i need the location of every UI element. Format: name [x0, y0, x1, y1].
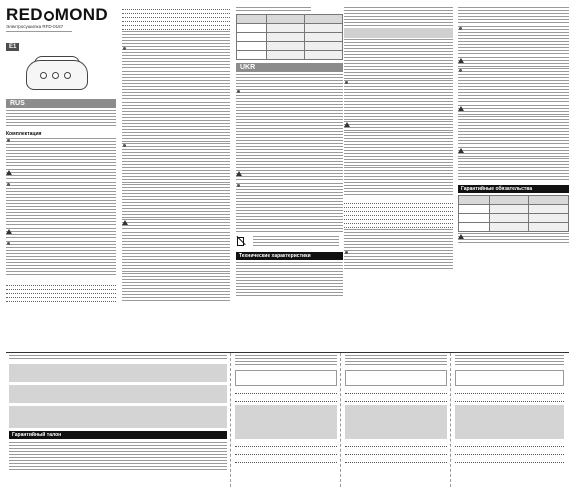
- ukr-text-4: [344, 167, 453, 195]
- ukr-text-1: [344, 7, 453, 27]
- ukr-warning-1: [236, 170, 343, 182]
- coupon-1-stamp-area: [235, 405, 337, 439]
- column-3: [236, 6, 343, 347]
- ukr-list-3: [344, 80, 453, 120]
- column-2: [122, 6, 230, 347]
- ukr-text-2: [344, 39, 453, 79]
- language-bar-ru: RUS: [6, 99, 116, 108]
- warranty-coupon-1: [232, 353, 341, 487]
- column-5: [458, 6, 569, 347]
- brand-logo: RED MOND: [6, 6, 108, 24]
- ru-bullets-1: [6, 138, 116, 168]
- ru-operation-steps: [122, 143, 230, 183]
- product-title: Электросушилка RFD-0157: [6, 24, 64, 29]
- ukr-text-8: [458, 158, 569, 182]
- ru-package-text: [122, 31, 230, 45]
- ru-section-heading: Комплектация: [6, 131, 42, 137]
- ru-operation: [122, 102, 230, 142]
- ukr-text-6: [458, 7, 569, 25]
- ukr-troubleshooting-table: [458, 195, 569, 232]
- ukr-safety-list: [236, 89, 343, 169]
- ukr-specs-text: [236, 262, 343, 298]
- ukr-warning-4: [458, 105, 569, 115]
- ukr-gray-band: [344, 28, 453, 38]
- column-1: [6, 6, 116, 347]
- ukr-warning-3: [458, 57, 569, 67]
- crossed-bin-icon: [236, 235, 246, 247]
- warranty-heading: Гарантийные обязательства: [458, 185, 569, 193]
- troubleshooting-table: [236, 14, 343, 60]
- ukr-list-2: [236, 183, 343, 233]
- coupon-2-stamp-area: [345, 405, 447, 439]
- ru-warning-3: [122, 219, 230, 231]
- ukr-text-5: [344, 229, 453, 249]
- warranty-main-field-3: [9, 406, 227, 428]
- warranty-main-field-2: [9, 385, 227, 403]
- warranty-coupon-3: [452, 353, 567, 487]
- troubleshoot-title: [236, 7, 311, 13]
- ru-bullets-2: [6, 182, 116, 227]
- ru-bullets-3: [6, 241, 116, 277]
- warranty-coupon-2: [342, 353, 451, 487]
- ru-care: [122, 184, 230, 218]
- ukr-warning-2: [344, 121, 453, 131]
- ru-extra: [122, 273, 230, 303]
- recycling-notice: [236, 235, 343, 249]
- warranty-card-main: [6, 353, 231, 487]
- warranty-strip: [6, 352, 569, 487]
- ukr-package-list: [344, 250, 453, 270]
- ukr-text-7: [458, 116, 569, 146]
- ukr-specs-bar: Технические характеристики: [236, 252, 343, 260]
- language-bar-ukr: UKR: [236, 63, 343, 72]
- ru-intro-text: [6, 110, 116, 128]
- ru-package-list: [122, 46, 230, 70]
- ukr-warning-6: [458, 233, 569, 243]
- guarantee-heading: Гарантийный талон: [9, 431, 227, 439]
- appliance-illustration: [6, 56, 110, 96]
- ukr-text-3: [344, 132, 453, 166]
- ru-before-use: [122, 71, 230, 101]
- coupon-3-stamp-area: [455, 405, 564, 439]
- ukr-warning-5: [458, 147, 569, 157]
- warranty-main-field-1: [9, 364, 227, 382]
- variant-badge: Е1: [6, 43, 19, 51]
- ukr-list-5: [458, 68, 569, 104]
- ru-warning-2: [6, 228, 116, 240]
- ukr-list-4: [458, 26, 569, 56]
- column-4: [344, 6, 453, 347]
- ru-storage: [122, 232, 230, 272]
- warranty-main-text: [9, 442, 227, 472]
- ru-warning-1: [6, 169, 116, 181]
- ukr-intro: [236, 74, 343, 88]
- subtitle-text: [6, 31, 72, 34]
